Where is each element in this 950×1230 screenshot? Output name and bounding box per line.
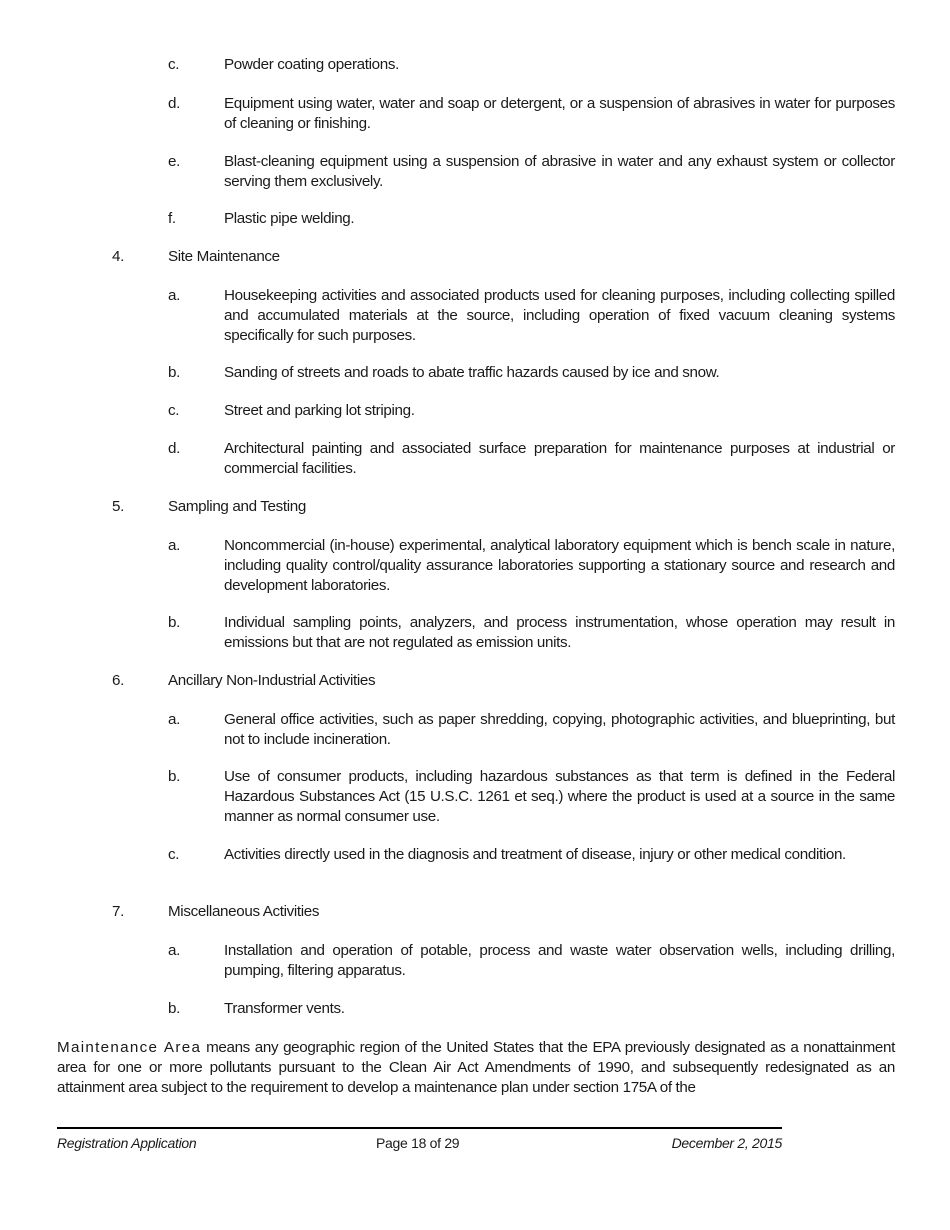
definition-text: means any geographic region of the United States that the EPA previously designated as a nonattainment area for one or more pollutants pursuant to the Clean Air Act Amendments of 1990, and subsequently redesignated as an attainment area subject to the requirement to develop a maintenance plan under section 175A of the (57, 1039, 895, 1096)
list-item-marker: a. (168, 537, 180, 554)
list-item-text: Use of consumer products, including hazardous substances as that term is defined in the Federal Hazardous Substances Act (15 U.S.C. 1261 et seq.) where the product is used at a source in the same manner as normal consumer use. (224, 768, 895, 825)
footer-date: December 2, 2015 (671, 1135, 782, 1151)
list-item-text: Equipment using water, water and soap or detergent, or a suspension of abrasives in water for purposes of cleaning or finishing. (224, 95, 895, 132)
list-item-marker: a. (168, 711, 180, 728)
list-item-text: Blast-cleaning equipment using a suspension of abrasive in water and any exhaust system or collector serving them exclusively. (224, 153, 895, 190)
list-item-text: Housekeeping activities and associated products used for cleaning purposes, including collecting spilled and accumulated materials at the source, including operation of fixed vacuum cleaning systems specifically for such purposes. (224, 287, 895, 344)
footer-document-title: Registration Application (57, 1135, 197, 1151)
list-item-marker: f. (168, 210, 176, 227)
definition-paragraph (57, 1038, 895, 1098)
list-item-text: Architectural painting and associated surface preparation for maintenance purposes at industrial or commercial facilities. (224, 440, 895, 477)
list-item-text: Powder coating operations. (224, 56, 399, 73)
section-title: Miscellaneous Activities (168, 903, 320, 920)
section-title: Site Maintenance (168, 248, 280, 265)
list-item-marker: c. (168, 846, 180, 863)
list-item-marker: b. (168, 614, 180, 631)
footer-divider (57, 1127, 782, 1129)
list-item-text: Installation and operation of potable, process and waste water observation wells, including drilling, pumping, filtering apparatus. (224, 942, 895, 979)
section-number: 6. (112, 672, 124, 689)
list-item-text: Activities directly used in the diagnosis and treatment of disease, injury or other medical condition. (224, 846, 846, 863)
list-item-text: General office activities, such as paper shredding, copying, photographic activities, and blueprinting, but not to include incineration. (224, 711, 895, 748)
list-item-marker: d. (168, 95, 180, 112)
list-item-text: Sanding of streets and roads to abate traffic hazards caused by ice and snow. (224, 364, 720, 381)
section-number: 5. (112, 498, 124, 515)
section-title: Ancillary Non-Industrial Activities (168, 672, 376, 689)
defined-term: Maintenance Area (57, 1039, 202, 1056)
list-item-marker: b. (168, 1000, 180, 1017)
list-item-text: Plastic pipe welding. (224, 210, 355, 227)
list-item-marker: a. (168, 942, 180, 959)
list-item-text: Street and parking lot striping. (224, 402, 415, 419)
list-item-marker: b. (168, 364, 180, 381)
section-number: 4. (112, 248, 124, 265)
section-title: Sampling and Testing (168, 498, 306, 515)
list-item-marker: e. (168, 153, 180, 170)
list-item-text: Transformer vents. (224, 1000, 345, 1017)
list-item-text: Noncommercial (in-house) experimental, analytical laboratory equipment which is bench scale in nature, including quality control/quality assurance laboratories supporting a stationary source and research and development laboratories. (224, 537, 895, 594)
list-item-marker: b. (168, 768, 180, 785)
section-number: 7. (112, 903, 124, 920)
list-item-text: Individual sampling points, analyzers, and process instrumentation, whose operation may result in emissions but that are not regulated as emission units. (224, 614, 895, 651)
list-item-marker: d. (168, 440, 180, 457)
list-item-marker: c. (168, 56, 180, 73)
list-item-marker: c. (168, 402, 180, 419)
footer-page-number: Page 18 of 29 (376, 1135, 460, 1151)
list-item-marker: a. (168, 287, 180, 304)
